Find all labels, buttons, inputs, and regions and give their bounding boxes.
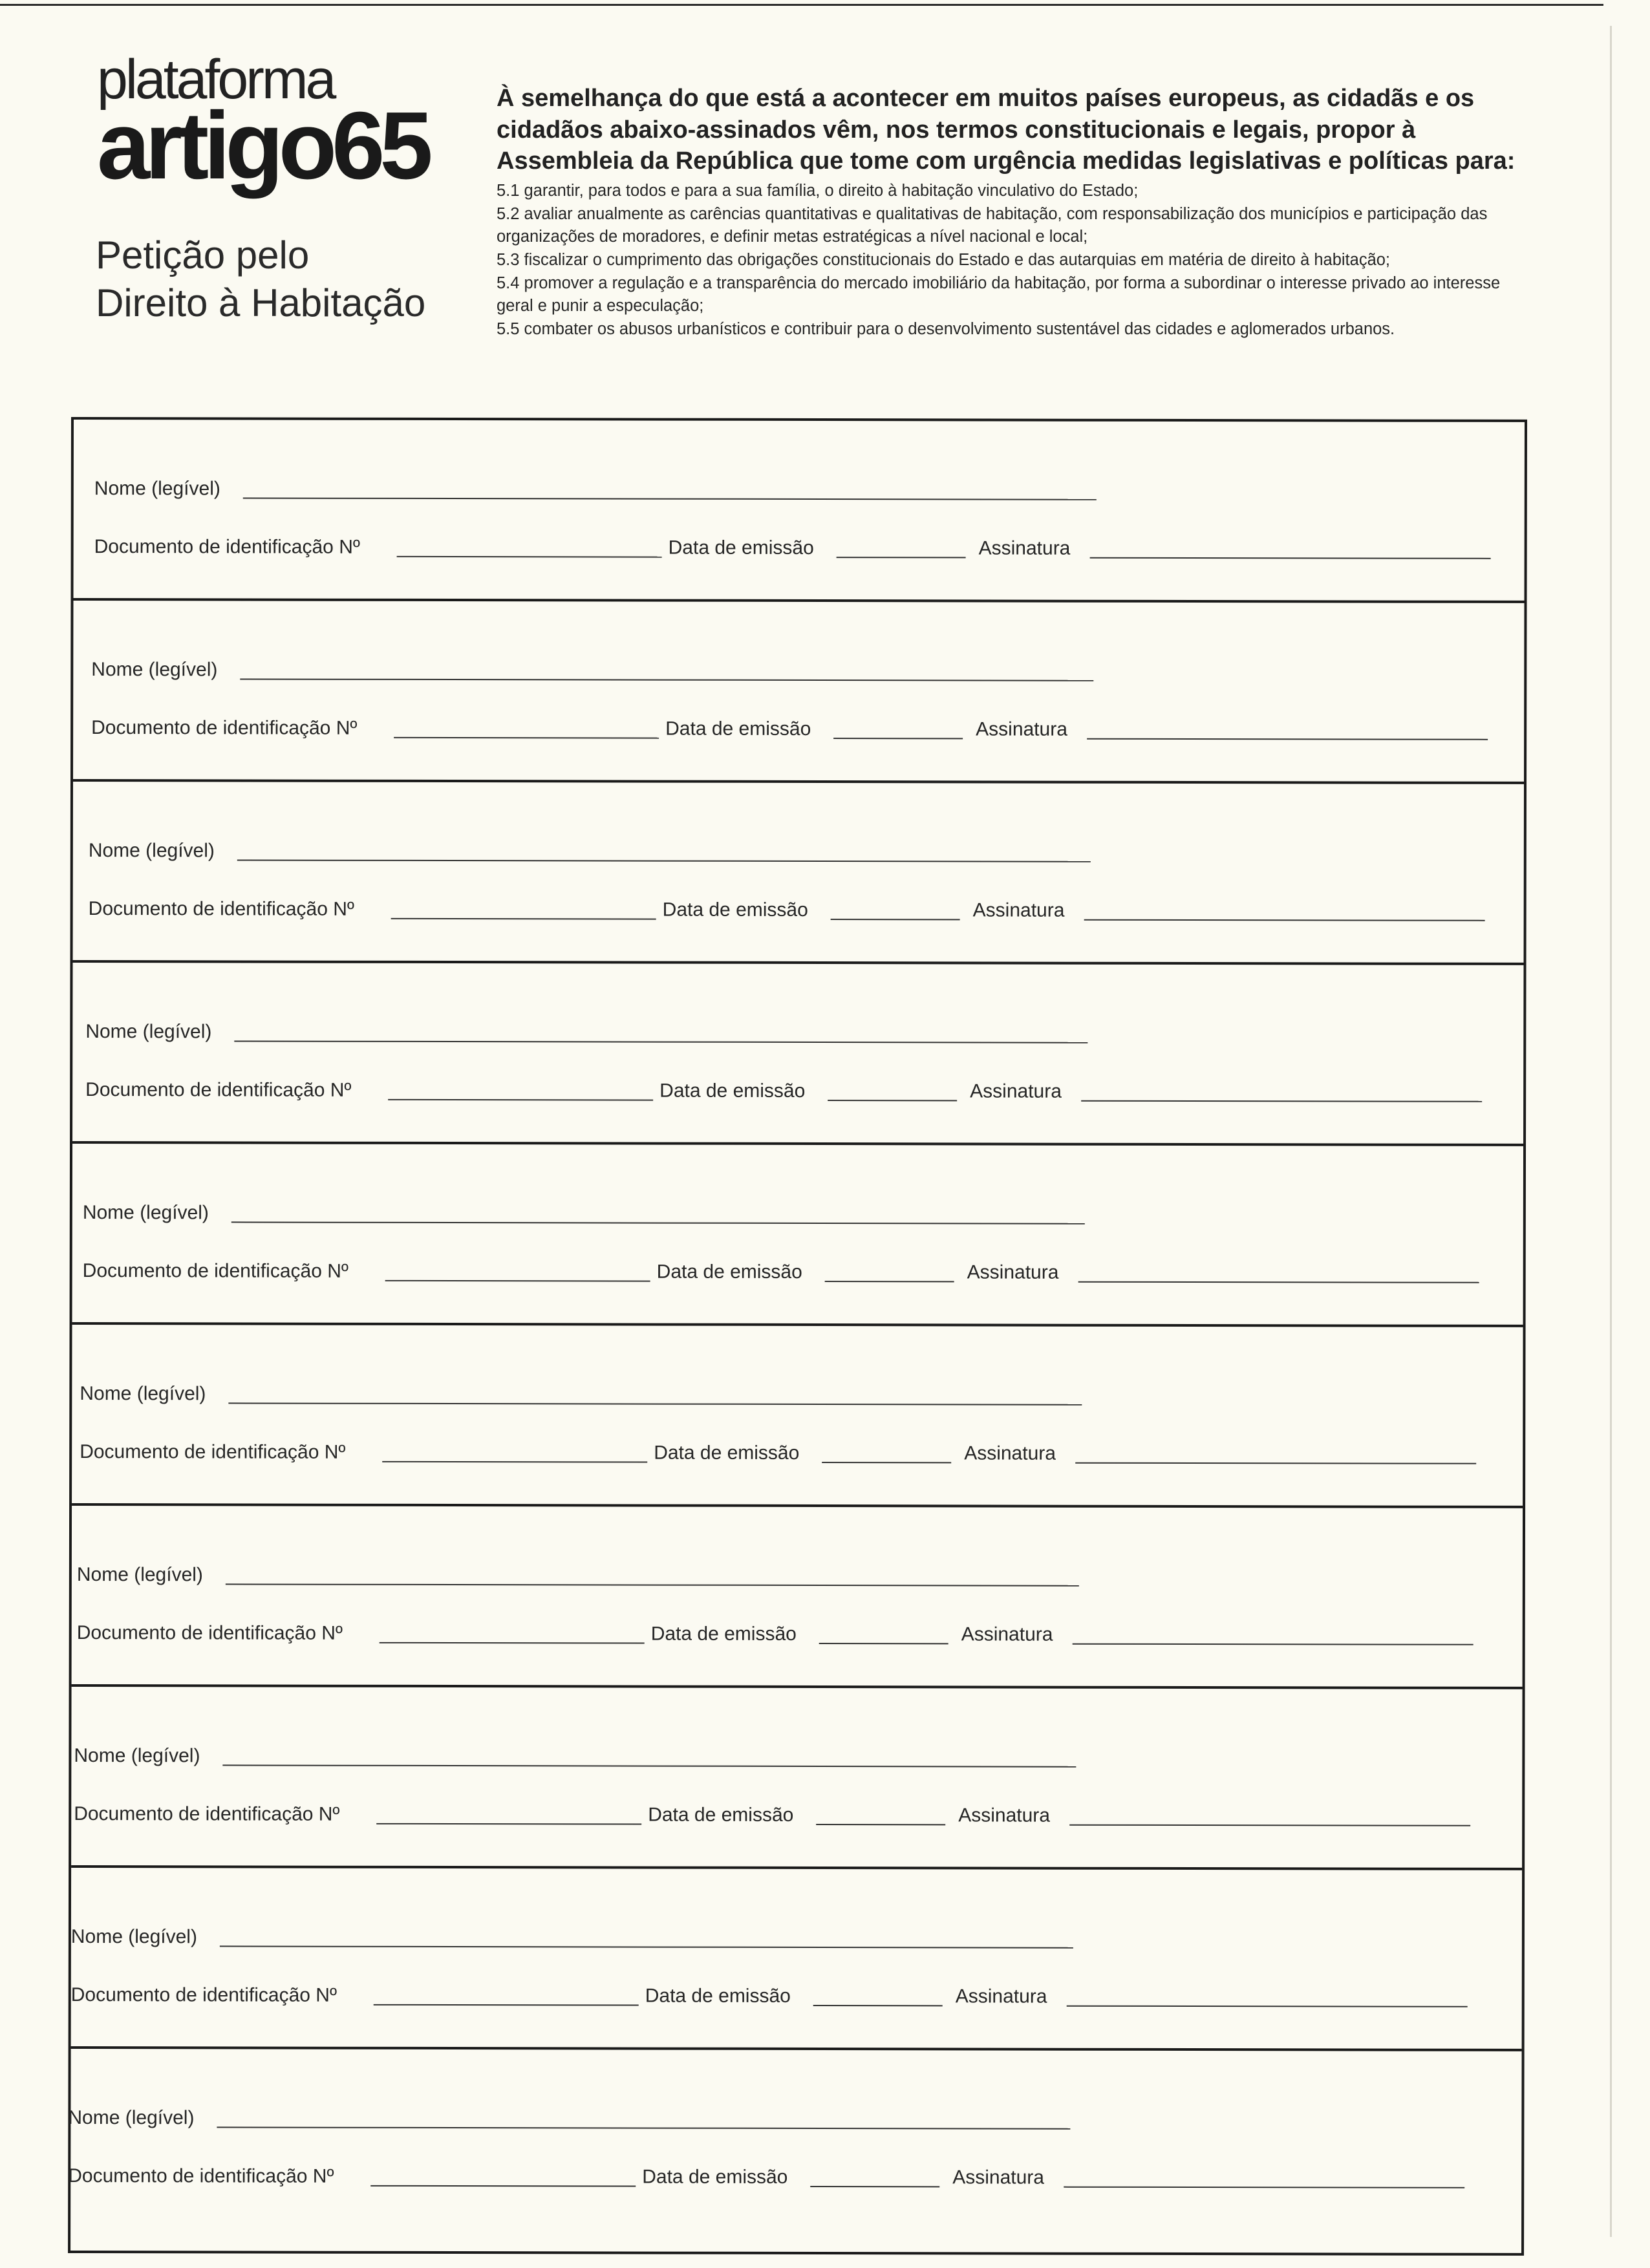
id-label: Documento de identificação Nº <box>80 1441 346 1463</box>
id-label: Documento de identificação Nº <box>85 1079 352 1101</box>
id-label: Documento de identificação Nº <box>70 1984 337 2006</box>
name-field[interactable] <box>234 1040 1088 1043</box>
name-field[interactable] <box>243 497 1097 500</box>
logo-line-1: plataforma <box>97 48 334 111</box>
signature-field[interactable] <box>1078 1281 1479 1283</box>
signature-label: Assinatura <box>961 1623 1053 1645</box>
name-field[interactable] <box>226 1583 1079 1586</box>
petition-intro: À semelhança do que está a acontecer em muitos países europeus, as cidadãs e os cidadãos abaixo-assinados vêm, nos termos constitucionais e legais, propor à Assembleia da República que tome com urgência medidas legislativas e políticas para: <box>497 85 1516 175</box>
id-label: Documento de identificação Nº <box>76 1622 343 1644</box>
signature-row <box>72 1506 1523 1689</box>
id-label: Documento de identificação Nº <box>82 1260 348 1282</box>
id-number-field[interactable] <box>391 918 656 920</box>
signature-field[interactable] <box>1087 738 1488 740</box>
id-number-field[interactable] <box>370 2185 636 2187</box>
petition-title-line-2: Direito à Habitação <box>96 281 426 325</box>
signature-row <box>72 963 1523 1146</box>
signature-field[interactable] <box>1081 1100 1482 1102</box>
signature-label: Assinatura <box>976 718 1067 740</box>
signature-label: Assinatura <box>955 1985 1047 2007</box>
signature-row <box>71 1687 1522 1870</box>
signature-label: Assinatura <box>952 2166 1045 2188</box>
id-number-field[interactable] <box>397 556 662 558</box>
measure-item: 5.3 fiscalizar o cumprimento das obrigações constitucionais do Estado e das autarquias em matéria de direito à habitação; <box>497 251 1391 270</box>
signature-field[interactable] <box>1064 2187 1464 2188</box>
name-field[interactable] <box>231 1221 1085 1224</box>
id-label: Documento de identificação Nº <box>91 717 358 739</box>
date-label: Data de emissão <box>645 1985 791 2007</box>
name-label: Nome (legível) <box>68 2106 195 2129</box>
id-number-field[interactable] <box>376 1823 641 1825</box>
id-number-field[interactable] <box>394 737 659 739</box>
name-field[interactable] <box>220 1945 1073 1948</box>
measure-item: 5.4 promover a regulação e a transparência do mercado imobiliário da habitação, por forma a subordinar o interesse privado ao interesse geral e punir a especulação; <box>497 273 1501 316</box>
date-label: Data de emissão <box>665 718 811 740</box>
name-label: Nome (legível) <box>94 478 220 500</box>
name-label: Nome (legível) <box>88 840 215 862</box>
issue-date-field[interactable] <box>825 1281 954 1282</box>
signature-label: Assinatura <box>970 1080 1062 1102</box>
issue-date-field[interactable] <box>831 919 960 920</box>
issue-date-field[interactable] <box>810 2186 939 2187</box>
measure-item: 5.5 combater os abusos urbanísticos e contribuir para o desenvolvimento sustentável das cidades e aglomerados urbanos. <box>497 320 1395 339</box>
issue-date-field[interactable] <box>813 2005 943 2006</box>
issue-date-field[interactable] <box>819 1643 948 1644</box>
date-label: Data de emissão <box>654 1442 800 1464</box>
page-top-edge <box>0 4 1603 6</box>
signature-field[interactable] <box>1090 557 1491 559</box>
signature-row <box>73 601 1524 784</box>
logo <box>97 48 485 199</box>
signature-row <box>74 420 1525 603</box>
date-label: Data de emissão <box>656 1261 802 1283</box>
signature-label: Assinatura <box>958 1804 1051 1826</box>
issue-date-field[interactable] <box>822 1462 951 1463</box>
name-label: Nome (legível) <box>80 1383 206 1405</box>
petition-title-line-1: Petição pelo <box>96 233 310 277</box>
issue-date-field[interactable] <box>816 1824 945 1825</box>
signature-row <box>73 782 1524 965</box>
date-label: Data de emissão <box>659 1080 806 1102</box>
signature-label: Assinatura <box>967 1261 1059 1283</box>
signature-field[interactable] <box>1069 1824 1470 1826</box>
date-label: Data de emissão <box>650 1623 797 1645</box>
signature-label: Assinatura <box>978 537 1071 559</box>
signature-row <box>72 1325 1523 1508</box>
id-number-field[interactable] <box>382 1461 647 1463</box>
date-label: Data de emissão <box>648 1804 794 1826</box>
signature-label: Assinatura <box>964 1442 1056 1464</box>
logo-line-2: artigo65 <box>97 92 428 199</box>
id-label: Documento de identificação Nº <box>74 1803 340 1825</box>
id-label: Documento de identificação Nº <box>94 536 360 558</box>
date-label: Data de emissão <box>668 537 814 559</box>
name-label: Nome (legível) <box>91 659 218 681</box>
measure-item: 5.2 avaliar anualmente as carências quantitativas e qualitativas de habitação, com responsabilização dos municípios e participação das organizações de moradores, e definir metas estratégicas a nível nacional e local; <box>497 204 1488 246</box>
id-label: Documento de identificação Nº <box>68 2165 334 2187</box>
name-field[interactable] <box>240 678 1093 681</box>
name-label: Nome (legível) <box>85 1021 212 1043</box>
name-label: Nome (legível) <box>82 1202 209 1224</box>
name-field[interactable] <box>228 1402 1082 1405</box>
signature-row <box>72 1144 1523 1327</box>
name-label: Nome (legível) <box>76 1564 203 1586</box>
id-number-field[interactable] <box>385 1280 650 1282</box>
page-right-edge <box>1610 26 1612 2237</box>
signature-row <box>70 2049 1522 2256</box>
signature-field[interactable] <box>1084 919 1485 921</box>
name-label: Nome (legível) <box>70 1926 197 1948</box>
name-field[interactable] <box>217 2126 1070 2129</box>
signature-label: Assinatura <box>972 899 1065 921</box>
signature-field[interactable] <box>1073 1643 1473 1645</box>
signature-row <box>71 1868 1522 2051</box>
measure-item: 5.1 garantir, para todos e para a sua família, o direito à habitação vinculativo do Estado; <box>497 182 1139 200</box>
id-number-field[interactable] <box>380 1642 645 1644</box>
name-label: Nome (legível) <box>74 1745 200 1767</box>
signature-field[interactable] <box>1075 1462 1476 1464</box>
date-label: Data de emissão <box>642 2166 788 2188</box>
issue-date-field[interactable] <box>833 738 963 739</box>
measures-list <box>497 180 1525 341</box>
name-field[interactable] <box>222 1764 1076 1767</box>
id-number-field[interactable] <box>388 1099 653 1101</box>
issue-date-field[interactable] <box>837 557 966 558</box>
issue-date-field[interactable] <box>828 1100 957 1101</box>
signature-field[interactable] <box>1067 2006 1468 2007</box>
id-number-field[interactable] <box>374 2004 639 2006</box>
petition-title <box>96 231 484 327</box>
name-field[interactable] <box>237 859 1091 862</box>
date-label: Data de emissão <box>662 899 808 921</box>
id-label: Documento de identificação Nº <box>88 898 354 920</box>
signature-table <box>68 417 1527 2256</box>
